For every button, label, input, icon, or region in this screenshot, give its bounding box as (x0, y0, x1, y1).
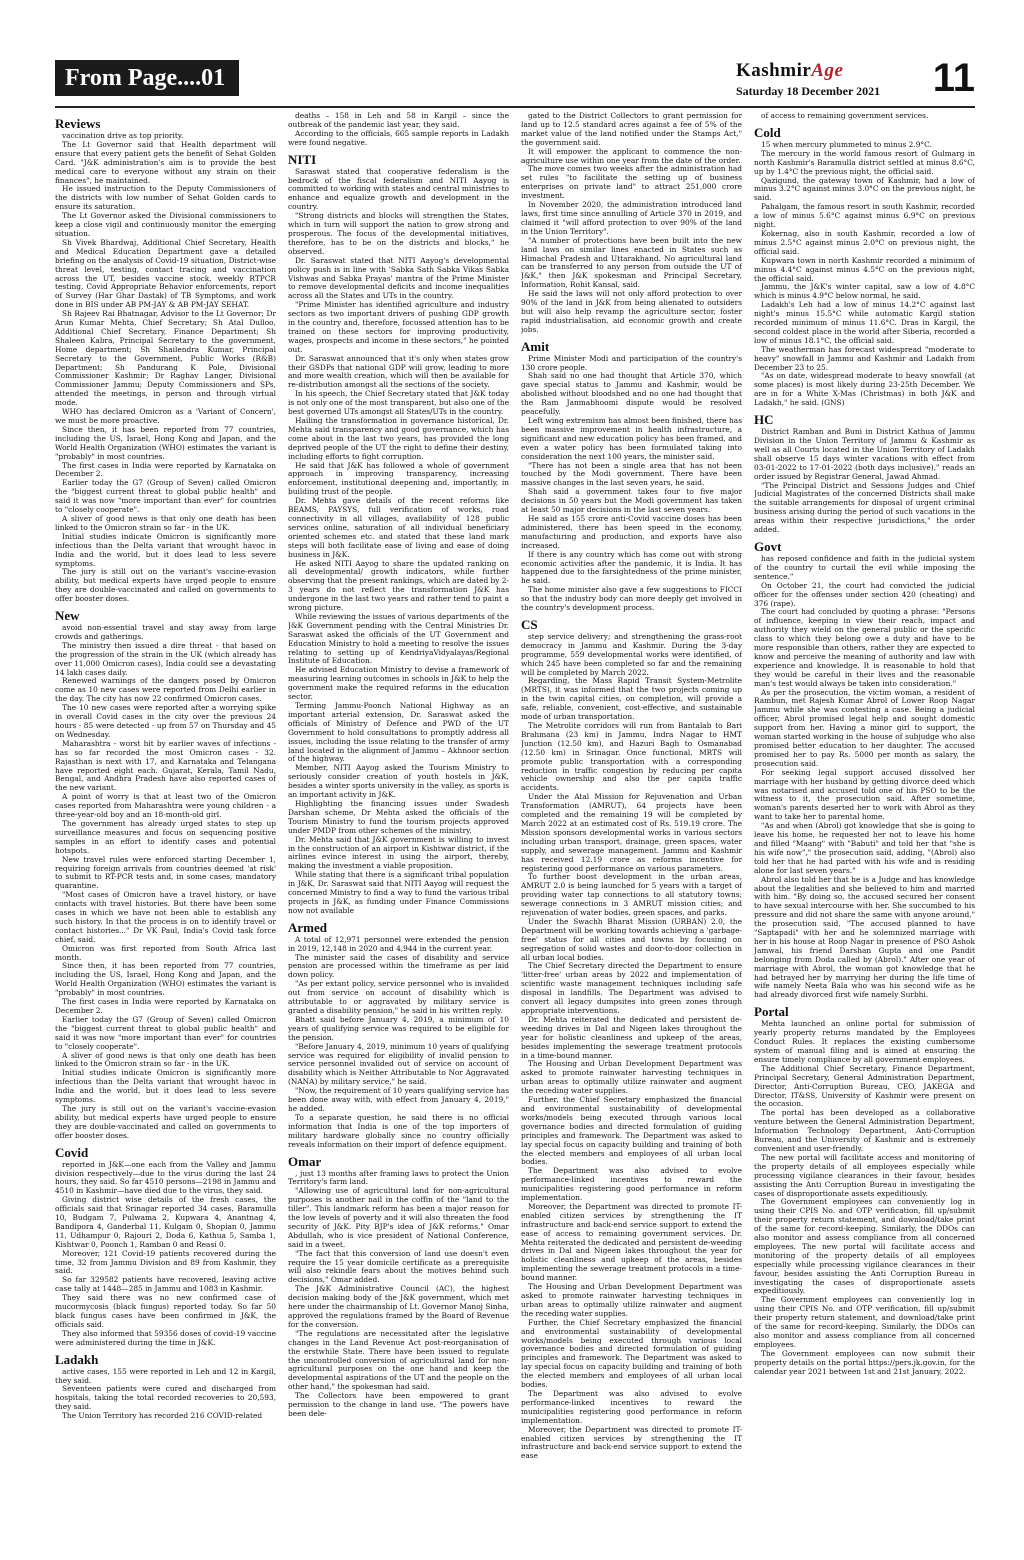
article-paragraph: The portal has been developed as a collaborative venture between the General Administration Department, Information Technology Department, Anti-Corruption Bureau, and the University of Kashmir and is extremely convenient and user-friendly. (754, 1108, 975, 1153)
article-paragraph: The jury is still out on the variant's vaccine-evasion ability, but medical experts have urged people to ensure they are double-vaccinated and called on governments to offer booster doses. (55, 567, 276, 604)
article-paragraph: The 10 new cases were reported after a worrying spike in overall Covid cases in the city over the previous 24 hours - 85 were detected - up from 57 on Thursday and 45 on Wednesday. (55, 703, 276, 739)
article-paragraph: Regarding, the Mass Rapid Transit System-Metrolite (MRTS), it was informed that the two projects coming up in the twin capital cities, on completion, will provide a safe, reliable, convenient, cost-effective, and sustainable mode of urban transportation. (521, 676, 742, 722)
article-paragraph: Moreover, 121 Covid-19 patients recovered during the time, 32 from Jammu Division and 89 from Kashmir, they said. (55, 1248, 276, 1276)
article-paragraph: Initial studies indicate Omicron is significantly more infectious than the Delta variant that wrought havoc in India and the world, but it does lead to less severe symptoms. (55, 1068, 276, 1105)
article-heading: CS (521, 616, 538, 632)
article-paragraph: The move comes two weeks after the administration had set rules "to facilitate the setting up of business enterprises on private land" to attract 251,000 crore investment. (521, 164, 742, 201)
article-paragraph: The Additional Chief Secretary, Finance Department, Principal Secretary, General Administration Department, Director, Anti-Corruption Bureau, CEO, JAKEGA and Director, IT&SS, University of Kashmir were present on the occasion. (754, 1063, 975, 1109)
article-paragraph: If there is any country which has come out with strong economic activities after the pandemic, it is India. It has happened due to the farsightedness of the prime minister, he said. (521, 549, 742, 586)
article-paragraph: "Strong districts and blocks will strengthen the States, which in turn will support the nation to grow strong and prosperous. The focus of the developmental initiatives, therefore, has to be on the districts and blocks," he observed. (288, 211, 509, 256)
article-paragraph: "Most cases of Omicron have a travel history, or have contacts with travel histories. But there have been some cases in which we have not been able to establish any such history. In that the process is on to identify travel or contact histories..." Dr VK Paul, India's Covid task force chief, said. (55, 890, 276, 944)
column-1 (55, 112, 276, 1552)
article-paragraph: The first cases in India were reported by Karnataka on December 2. (55, 997, 276, 1015)
article-heading: Covid (55, 1144, 89, 1160)
issue-date: Saturday 18 December 2021 (736, 84, 881, 98)
article-paragraph: 15 when mercury plummeted to minus 2.9°C. (761, 139, 932, 149)
article-paragraph: Moreover, the Department was directed to promote IT-enabled citizen services by strengthening the IT infrastructure and back-end service support to extend the ease (521, 1424, 742, 1461)
article-paragraph: The court had concluded by quoting a phrase: "Persons of influence, keeping in view their reach, impact and authority they wield on the general public or the specific class to which they belong owe a duty and have to be more responsible than others, rather they are expected to know and perceive the meaning of authority and law with experience and knowledge. It is reasonable to hold that they would be careful in their lives and the reasonable man's test would always be taken into consideration." (754, 607, 975, 688)
article-paragraph: According to the officials, 665 sample reports in Ladakh were found negative. (288, 128, 509, 147)
article-paragraph: The Lt Governor asked the Divisional commissioners to keep a close vigil and continuously monitor the emerging situation. (55, 211, 276, 238)
article-paragraph: "A number of protections have been built into the new land laws on similar lines enacted in States such as Himachal Pradesh and Uttarakhand. No agricultural land can be transferred to any person from outside the UT of J&K," then J&K spokesman and Principal Secretary, Information, Rohit Kansal, said. (521, 235, 742, 290)
article-paragraph: Left wing extremism has almost been finished, there has been massive improvement in health infrastructure, a significant and new education policy has been framed, and even a water policy has been formulated taking into consideration the next 100 years, the minister said. (521, 416, 742, 461)
article-paragraph: He asked NITI Aayog to share the updated ranking on all developmental/ growth indicators, while further observing that the present rankings, which are dated by 2-3 years do not reflect the transformation J&K has undergone in the last two years and rather tend to paint a wrong picture. (288, 558, 509, 613)
article-paragraph: "Before January 4, 2019, minimum 10 years of qualifying service was required for eligibility of invalid pension to service personnel invalided out of service on account of disability which is Neither Attributable to Nor Aggravated (NANA) by military service," he said. (288, 1041, 509, 1087)
article-paragraph: A sliver of good news is that only one death has been linked to the Omicron strain so far - in the UK. (55, 1050, 276, 1069)
article-paragraph: The J&K Administrative Council (AC), the highest decision making body of the J&K government, which met here under the chairmanship of Lt. Governor Manoj Sinha, approved the regulations framed by the Board of Revenue for the conversion. (288, 1284, 509, 1329)
article-heading: Armed (288, 919, 327, 935)
article-paragraph: Prime Minister Modi and participation of the country's 130 crore people. (521, 353, 742, 372)
article-paragraph: A point of worry is that at least two of the Omicron cases reported from Maharashtra were young children - a three-year-old boy and an 18-month-old girl. (55, 792, 276, 820)
article-paragraph: Maharashtra - worst hit by earlier waves of infections - has so far recorded the most Omicron cases - 32. Rajasthan is next with 17, and Karnataka and Telangana have reported eight each. Gujarat, Kerala, Tamil Nadu, Bengal, and Andhra Pradesh have also reported cases of the new variant. (55, 738, 276, 793)
article-paragraph: "As on date, widespread moderate to heavy snowfall (at some places) is most likely during 23-25th December. We are in for a White X-Mas (Christmas) in both J&K and Ladakh," he said. (GNS) (754, 371, 975, 408)
article-paragraph: Moreover, the Department was directed to promote IT-enabled citizen services by strengthening the IT infrastructure and back-end service support to extend the ease of access to remaining government services. Dr. Mehta reiterated the dedicated and persistent de-weeding drives in Dal and Nigeen lakes throughout the year for holistic cleanliness and upkeep of the areas, besides implementing the sewerage treatment protocols in a time-bound manner. (521, 1201, 742, 1283)
article-paragraph: Earlier today the G7 (Group of Seven) called Omicron the "biggest current threat to global public health" and said it was now "more important than ever" for countries to "closely cooperate". (55, 478, 276, 515)
article-paragraph: Further, the Chief Secretary emphasized the financial and environmental sustainability of developmental works/models being executed through various local governance bodies and directed formulation of guiding principles and framework. The Department was asked to lay special focus on capacity building and training of both the elected members and employees of all urban local bodies. (521, 1095, 742, 1167)
article-paragraph: The Government employees can conveniently log in using their CPIS No. and OTP verification, fill up/submit their property return statement, and download/take print of the same for record-keeping. Similarly, the DDOs can also monitor and assess compliance from all concerned employees. The new portal will facilitate access and monitoring of the property details of all employees especially while processing vigilance clearances in their favour, besides assisting the Anti Corruption Bureau in investigating the cases of disproportionate assets expeditiously. (754, 1197, 975, 1296)
article-paragraph: Omicron was first reported from South Africa last month. (55, 943, 276, 962)
article-paragraph: "As and when (Abrol) got knowledge that she is going to leave his home, he requested her not to leave his home and filled "Maang" with "Babuti" and told her that "she is his wife now"," the prosecution said, adding, "(Abrol) also told her that he had parted with his wife and is residing alone for last seven years." (754, 821, 975, 875)
article-paragraph: Ladakh's Leh had a low of minus 14.2°C against last night's minus 15.5°C while automatic Kargil station recorded minimum of minus 11.6°C. Dras in Kargil, the second coldest place in the world after Siberia, recorded a low of minus 18.1°C, the official said. (754, 300, 975, 345)
page-number: 11 (932, 56, 975, 100)
article-paragraph: The Union Territory has recorded 216 COVID-related (62, 1411, 263, 1421)
article-paragraph: WHO has declared Omicron as a 'Variant of Concern', we must be more proactive. (55, 407, 276, 425)
article-paragraph: Under the Swachh Bharat Mission (URBAN) 2.0, the Department will be working towards achieving a 'garbage-free' status for all cities and towns by focusing on segregation of solid wastes and door-to-door collection in all urban local bodies. (521, 916, 742, 962)
article-paragraph: The Housing and Urban Development Department was asked to promote rainwater harvesting techniques in urban areas to optimally utilize rainwater and augment the receding water supplies. (521, 1059, 742, 1096)
article-paragraph: They said there was no new confirmed case of mucormycosis (black fungus) reported today. So far 50 black fungus cases have been confirmed in J&K, the officials said. (55, 1293, 276, 1329)
article-paragraph: Initial studies indicate Omicron is significantly more infectious than the Delta variant that wrought havoc in India and the world, but it does lead to less severe symptoms. (55, 531, 276, 568)
article-paragraph: Saraswat stated that cooperative federalism is the bedrock of the fiscal federalism and NITI Aayog is committed to working with states and central ministries to enhance and equalize growth and development in the country. (288, 166, 509, 212)
article-heading: HC (754, 412, 774, 428)
article-heading: Ladakh (55, 1351, 99, 1367)
article-paragraph: They also informed that 59356 doses of covid-19 vaccine were administered during the time in J&K. (55, 1328, 276, 1347)
article-paragraph: Mehta launched an online portal for submission of yearly property returns mandated by the Employees Conduct Rules. It replaces the existing cumbersome system of manual filing and is aimed at ensuring the ensure timely compliance by all government employees. (754, 1019, 975, 1064)
article-paragraph: "The regulations are necessitated after the legislative changes in the Land Revenue Act post-reorganisation of the erstwhile State. There have been issued to regulate the uncontrolled conversion of agricultural land for non-agricultural purposes on the one hand and keep the developmental aspirations of the UT and the people on the other hand," the spokesman had said. (288, 1328, 509, 1392)
article-paragraph: The Chief Secretary directed the Department to ensure 'litter-free' urban areas by 2022 and implementation of scientific waste management techniques including safe disposal in landfills. The Department was advised to convert all legacy dumpsites into green zones through appropriate interventions. (521, 961, 742, 1015)
article-paragraph: reported in J&K—one each from the Valley and Jammu division respectively—due to the virus during the last 24 hours, they said. So far 4510 persons—2198 in Jammu and 4510 in Kashmir—have died due to the virus, they said. (55, 1159, 276, 1196)
page-header (55, 56, 975, 102)
article-heading: NITI (288, 151, 317, 167)
brand-age: Age (811, 60, 844, 81)
article-paragraph: Shah said a government takes four to five major decisions in 50 years but the Modi government has taken at least 50 major decisions in the last seven years. (521, 487, 742, 515)
article-paragraph: While stating that there is a significant tribal population in J&K, Dr. Saraswat said that NITI Aayog will request the concerned Ministry to find a way to fund the various tribal projects in J&K, as funding under Finance Commissions now not available (288, 870, 509, 915)
brand-logo (736, 60, 880, 82)
article-paragraph: In his speech, the Chief Secretary stated that J&K today is not only one of the most transparent, but also one of the best governed UTs amongst all States/UTs in the country. (288, 389, 509, 417)
article-paragraph: While reviewing the issues of various departments of the J&K Government pending with the Central Ministries Dr. Saraswat asked the officials of the UT Government and Education Ministry to hold a meeting to resolve the issues relating to setting up of KendriyaVidyalayas/Regional Institute of Education. (288, 611, 509, 666)
article-paragraph: The Metrolite corridors will run from Bantalab to Bari Brahmana (23 km) in Jammu, Indra Nagar to HMT Junction (12.50 km), and Hazuri Bagh to Osmanabad (12.50 km) in Srinagar. Once functional, MRTS will promote public transportation with a corresponding reduction in traffic congestion by reducing per capita vehicle ownership and also the per capita traffic accidents. (521, 721, 742, 793)
column-2 (288, 112, 509, 1552)
article-paragraph: So far 329582 patients have recovered, leaving active case tally at 1448—285 in Jammu and 1083 in Kashmir. (55, 1275, 276, 1294)
column-4 (754, 112, 975, 1552)
article-paragraph: Dr. Saraswat announced that it's only when states grow their GSDPs that national GDP will grow, leading to more and more wealth creation, which will then be available for re-distribution amongst all the sections of the society. (288, 353, 509, 390)
article-paragraph: The weatherman has forecast widespread "moderate to heavy" snowfall in Jammu and Kashmir and Ladakh from December 23 to 25. (754, 344, 975, 372)
article-paragraph: Dr. Saraswat stated that NITI Aayog's developmental policy push is in line with 'Sabka Sath Sabka Vikas Sabka Vishwas and Sabka Prayas' mantra of the Prime Minister to remove developmental deficits and income inequalities across all the States and UTs in the country. (288, 255, 509, 301)
article-paragraph: Earlier today the G7 (Group of Seven) called Omicron the "biggest current threat to global public health" and said it was now "more important than ever" for countries to "closely cooperate". (55, 1014, 276, 1051)
article-paragraph: In November 2020, the administration introduced land laws, first time since annulling of Article 370 in 2019, and claimed it "will afford protection to over 90% of the land in the Union Territory". (521, 200, 742, 236)
article-paragraph: Sh Rajeev Rai Bhatnagar, Advisor to the Lt Governor; Dr Arun Kumar Mehta, Chief Secretary; Sh Atal Dulloo, Additional Chief Secretary, Finance Department; Sh Shaleen Kabra, Principal Secretary to the government, Home department; Sh Shailendra Kumar, Principal Secretary to the Government, Public Works (R&B) Department; Sh Pandurang K Pole, Divisional Commissioner Kashmir; Dr Raghav Langer, Divisional Commissioner Jammu; Deputy Commissioners and SPs, attended the meetings, in person and through virtual mode. (55, 309, 276, 408)
article-paragraph: The new portal will facilitate access and monitoring of the property details of all employees especially while processing vigilance clearances in their favour, besides assisting the Anti Corruption Bureau in investigating the cases of disproportionate assets expeditiously. (754, 1152, 975, 1198)
article-paragraph: He issued instruction to the Deputy Commissioners of the districts with low number of Sehat Golden cards to ensure its saturation. (55, 184, 276, 212)
article-paragraph: Terming Jammu-Poonch National Highway as an important arterial extension, Dr. Saraswat asked the officials of Ministry of Defence and PWD of the UT Government to hold consultations to promptly address all issues, including the issue relating to the transfer of army land located in the alignment of Jammu – Akhnoor section of the highway. (288, 701, 509, 764)
article-paragraph: , just 13 months after framing laws to protect the Union Territory's farm land. (288, 1168, 509, 1187)
article-paragraph: "Now, the requirement of 10 years qualifying service has been done away with, with effect from January 4, 2019," he added. (288, 1086, 509, 1113)
article-paragraph: To further boost development in the urban areas, AMRUT 2.0 is being launched for 5 years with a target of providing water tap connections to all statutory towns; sewerage connections in 3 AMRUT mission cities; and rejuvenation of water bodies, green spaces, and parks. (521, 872, 742, 918)
article-paragraph: It will empower the applicant to commence the non-agriculture use within one year from the date of the order. (521, 146, 742, 165)
article-paragraph: Seventeen patients were cured and discharged from hospitals, taking the total recorded recoveries to 20,593, they said. (55, 1384, 276, 1412)
article-paragraph: Qazigund, the gateway town of Kashmir, had a low of minus 3.2°C against minus 3.0°C on the previous night, he said. (754, 175, 975, 203)
article-paragraph: Abrol also told her that he is a Judge and has knowledge about the legalities and she believed to him and married with him. "By doing so, the accused secured her consent to have sexual intercourse with her. She succumbed to his pressure and did not share the same with anyone around," the prosecution said, "The accused planned to have "Saptapadi" with her and he solemnized marriage with her in his house at Roop Nagar in presence of PSO Ashok Jamwal, his friend Darshan Gupta and one Pandit belonging from Doda called by (Abrol)." After one year of marriage with Abrol, the woman got knowledge that he had betrayed her by marrying her during the life time of wife namely Neeta Bala who was his second wife as he had already divorced first wife namely Surbhi. (754, 874, 975, 1000)
article-paragraph: Dr. Mehta said that J&K government is willing to invest in the construction of an airport in Kishtwar district, if the airlines evince interest in using the airport, thereby, making the investment a viable proposition. (288, 834, 509, 871)
masthead (736, 60, 880, 99)
article-paragraph: To a separate question, he said there is no official information that India is one of the top importers of military hardware globally since no country officially reveals information on their import of defence equipment. (288, 1112, 509, 1149)
article-paragraph: Kokernag, also in south Kashmir, recorded a low of minus 2.5°C against minus 2.0°C on previous night, the official said. (754, 228, 975, 256)
article-paragraph: The home minister also gave a few suggestions to FICCI so that the industry body can more deeply get involved in the country's development process. (521, 585, 742, 613)
article-paragraph: The minister said the cases of disability and service pension are processed within the timeframe as per laid down policy. (288, 952, 509, 980)
article-heading: Govt (754, 538, 782, 554)
article-paragraph: Further, the Chief Secretary emphasized the financial and environmental sustainability of developmental works/models being executed through various local governance bodies and directed formulation of guiding principles and framework. The Department was asked to lay special focus on capacity building and training of both the elected members and employees of all urban local bodies. (521, 1317, 742, 1390)
article-paragraph: The Housing and Urban Development Department was asked to promote rainwater harvesting techniques in urban areas to optimally utilize rainwater and augment the receding water supplies. (521, 1282, 742, 1318)
article-paragraph: He said the laws will not only afford protection to over 90% of the land in J&K from being alienated to outsiders but will also help revamp the agriculture sector, foster rapid industrialisation, aid economic growth and create jobs. (521, 289, 742, 334)
article-paragraph: Bhatt said before January 4, 2019, a minimum of 10 years of qualifying service was required to be eligible for the pension. (288, 1014, 509, 1042)
article-paragraph: Member, NITI Aayog asked the Tourism Ministry to seriously consider creation of youth hostels in J&K, besides a winter sports university in the valley, as sports is an important activity in J&K. (288, 763, 509, 800)
article-paragraph: step service delivery; and strengthening the grass-root democracy in Jammu and Kashmir. During the 3-day programme, 559 developmental works were identified, of which 245 have been completed so far and the remaining will be completed by March 2022. (521, 631, 742, 677)
article-paragraph: "The Principal District and Sessions Judges and Chief Judicial Magistrates of the concerned Districts shall make the suitable arrangements for disposal of urgent criminal business arising during the period of such vacations in the areas within their respective jurisdictions," the order added. (754, 480, 975, 535)
article-paragraph: A sliver of good news is that only one death has been linked to the Omicron strain so far - in the UK. (55, 513, 276, 532)
article-paragraph: Giving district wise details of the fresh cases, the officials said that Srinagar reported 34 cases, Baramulla 10, Budgam 7, Pulwama 2, Kupwara 4, Anantnag 4, Bandipora 4, Ganderbal 11, Kulgam 0, Shopian 0, Jammu 11, Udhampur 0, Rajouri 2, Doda 6, Kathua 5, Samba 1, Kishtwar 0, Poonch 1, Ramban 0 and Reasi 0. (55, 1195, 276, 1249)
article-paragraph: Hailing the transformation in governance historical, Dr. Mehta said transparency and good governance, which has come about in the last two years, has provided the long deprived people of the UT the right to define their destiny, including efforts to fight corruption. (288, 416, 509, 461)
article-paragraph: District Ramban and Buni in District Kathua of Jammu Division in the Union Territory of Jammu & Kashmir as well as all Courts located in the Union Territory of Ladakh shall observe 15 days winter vacations with effect from 03-01-2022 to 17-01-2022 (both days inclusive)," reads an order issued by Registrar General, Jawad Ahmad. (754, 427, 975, 481)
article-paragraph: "There has not been a single area that has not been touched by the Modi government. There have been massive changes in the last seven years, he said. (521, 460, 742, 488)
article-paragraph: Since then, it has been reported from 77 countries, including the US, Israel, Hong Kong and Japan, and the World Health Organization (WHO) estimates the variant is "probably" in most countries. (55, 424, 276, 461)
article-paragraph: The Government employees can now submit their property details on the portal https://pers.jk.gov.in, for the calendar year 2021 between 1st and 21st January, 2022. (754, 1348, 975, 1376)
article-paragraph: The Department was also advised to evolve performance-linked incentives to reward the municipalities registering good performance in reform implementation. (521, 1388, 742, 1425)
article-heading: Omar (288, 1153, 322, 1169)
article-paragraph: The government has already urged states to step up surveillance measures and focus on sequencing positive samples in an effort to identify cases and potential hotspots. (55, 818, 276, 855)
article-paragraph: Dr. Mehta gave details of the recent reforms like BEAMS, PAYSYS, full verification of works, road connectivity in all villages, availability of 128 public services online, saturation of all individual beneficiary oriented schemes etc. and stated that these land mark steps will both facilitate ease of living and ease of doing business in J&K. (288, 496, 509, 559)
article-paragraph: As per the prosecution, the victim woman, a resident of Rambun, met Rajesh Kumar Abrol of Lower Roop Nagar Jammu while she was contesting a case. Being a judicial officer, Abrol promised legal help and sought domestic support from her. Having a minor girl to support, the woman started working in the house of subjudge who also promised better education to her daughter. The accused promised her to pay Rs. 5000 per month as salary, the prosecution said. (754, 687, 975, 768)
article-paragraph: He said as 155 crore anti-Covid vaccine doses has been administered, there has been speed in the economy, manufacturing and production, and exports have also increased. (521, 513, 742, 550)
header-divider (55, 106, 975, 108)
article-paragraph: The jury is still out on the variant's vaccine-evasion ability, but medical experts have urged people to ensure they are double-vaccinated and called on governments to offer booster doses. (55, 1103, 276, 1140)
article-paragraph: "Prime Minister has identified agriculture and industry sectors as two important drivers of pushing GDP growth in the country and, therefore, focussed attention has to be trained on these sectors for improving productivity, wages, prospects and income in these sectors," he pointed out. (288, 300, 509, 354)
article-paragraph: "Allowing use of agricultural land for non-agricultural purposes is another nail in the coffin of the "land to the tiller". This landmark reform has been a major reason for the low levels of poverty and it will also threaten the food security of J&K. Pity BJP's idea of J&K reforms," Omar Abdullah, who is vice president of National Conference, said in a tweet. (288, 1186, 509, 1249)
article-paragraph: Since then, it has been reported from 77 countries, including the US, Israel, Hong Kong and Japan, and the World Health Organization (WHO) estimates the variant is "probably" in most countries. (55, 961, 276, 998)
article-heading: Portal (754, 1004, 789, 1020)
article-paragraph: He advised Education Ministry to devise a framework of measuring learning outcomes in schools in J&K to help the government make the required reforms in the education sector. (288, 665, 509, 702)
article-paragraph: The mercury in the world famous resort of Gulmarg in north Kashmir's Baramulla district settled at minus 8.6°C, up by 1.4°C the previous night, the official said. (754, 148, 975, 176)
article-paragraph: The Collectors have been empowered to grant permission to the change in land use. "The powers have been dele- (288, 1391, 509, 1418)
article-paragraph: deaths – 158 in Leh and 58 in Kargil – since the outbreak of the pandemic last year, they said. (288, 112, 509, 129)
article-paragraph: Shah said no one had thought that Article 370, which gave special status to Jammu and Kashmir, would be abolished without bloodshed and no one had thought that the Ram Janmabhoomi dispute would be resolved peacefully. (521, 371, 742, 417)
article-heading: Cold (754, 124, 781, 140)
article-paragraph: He said that J&K has followed a whole of government approach in improving transparency, increasing enforcement, institutional deepening and, importantly, in building trust of the people. (288, 460, 509, 497)
article-paragraph: avoid non-essential travel and stay away from large crowds and gatherings. (55, 623, 276, 641)
article-paragraph: vaccination drive as top priority. (62, 131, 184, 140)
article-paragraph: A total of 12,971 personnel were extended the pension in 2019, 12,148 in 2020 and 4,944 in the current year. (288, 934, 509, 953)
article-paragraph: has reposed confidence and faith in the judicial system of the country to curtail the evil while imposing the sentence." (754, 553, 975, 581)
article-paragraph: active cases, 155 were reported in Leh and 12 in Kargil, they said. (55, 1366, 276, 1385)
article-heading: Reviews (55, 116, 101, 131)
article-paragraph: The ministry then issued a dire threat - that based on the progression of the strain in the UK (which already has over 11,000 Omicron cases), India could see a devastating 14 lakh cases daily. (55, 640, 276, 677)
article-paragraph: New travel rules were enforced starting December 1, requiring foreign arrivals from countries deemed 'at risk' to submit to RT-PCR tests and, in some cases, mandatory quarantine. (55, 854, 276, 891)
article-paragraph: The first cases in India were reported by Karnataka on December 2. (55, 460, 276, 479)
article-paragraph: Highlighting the financing issues under Swadesh Darshan scheme, Dr Mehta asked the officials of the Tourism Ministry to fund the tourism projects approved under PMDP from other schemes of the ministry. (288, 798, 509, 835)
article-heading: Amit (521, 338, 550, 354)
article-heading: New (55, 608, 80, 624)
article-paragraph: The Lt Governor said that Health department will ensure that every patient gets the benefit of Sehat Golden Card. "J&K administration's aim is to provide the best medical care to everyone without any strain on their finances", he maintained. (55, 139, 276, 185)
article-paragraph: The Government employees can conveniently log in using their CPIS No. and OTP verification, fill up/submit their property return statement, and download/take print of the same for record-keeping. Similarly, the DDOs can also monitor and assess compliance from all concerned employees. (754, 1295, 975, 1349)
article-paragraph: of access to remaining government services. (761, 112, 929, 120)
section-title: From Page....01 (55, 60, 239, 96)
article-columns (55, 112, 975, 1552)
column-3 (521, 112, 742, 1552)
article-paragraph: The Department was also advised to evolve performance-linked incentives to reward the municipalities registering good performance in reform implementation. (521, 1166, 742, 1203)
article-paragraph: Pahalgam, the famous resort in south Kashmir, recorded a low of minus 5.6°C against minus 6.9°C on previous night. (754, 202, 975, 230)
brand-kashmir: Kashmir (736, 60, 812, 81)
article-paragraph: "The fact that this conversion of land use doesn't even require the 15 year domicile certificate as a prerequisite will also rekindle fears about the motives behind such decisions," Omar added. (288, 1248, 509, 1285)
article-paragraph: Renewed warnings of the dangers posed by Omicron come as 10 new cases were reported from Delhi earlier in the day. The city has now 22 confirmed Omicron cases. (55, 676, 276, 704)
article-paragraph: On October 21, the court had convicted the judicial officer for the offenses under section 420 (cheating) and 376 (rape). (754, 580, 975, 608)
article-paragraph: Sh Vivek Bhardwaj, Additional Chief Secretary, Health and Medical Education Department gave a detailed briefing on the analysis of Covid-19 situation, District-wise threat level, testing, contact tracing and vaccination across the UT, besides vaccine stock, weekly RTPCR testing, Covid Appropriate Behavior enforcements, report of Survey (Har Ghar Dastak) of TB Symptoms, and work done in BIS under AB PM-JAY & AB PM-JAY SEHAT. (55, 237, 276, 310)
article-paragraph: For seeking legal support accused dissolved her marriage with her husband by getting divorce deed which was notarised and accused told one of his PSO to be the witness to it, the prosecution said. After sometime, woman's parents deserted her to work with Abrol as they want to take her to parental home. (754, 767, 975, 822)
article-paragraph: Under the Atal Mission for Rejuvenation and Urban Transformation (AMRUT), 64 projects have been completed and the remaining 19 will be completed by March 2022 at an estimated cost of Rs. 519.19 crore. The Mission sponsors developmental works in various sectors including urban transport, drainage, green spaces, water supply, and sewerage management. Jammu and Kashmir has received 12.19 crore as reforms incentive for registering good performance on various parameters. (521, 792, 742, 873)
article-paragraph: Jammu, the J&K's winter capital, saw a low of 4.8°C which is minus 4.9°C below normal, he said. (754, 282, 975, 301)
article-paragraph: Kupwara town in north Kashmir recorded a minimum of minus 4.4°C against minus 4.5°C on the previous night, the official said. (754, 255, 975, 283)
article-paragraph: "As per extant policy, service personnel who is invalided out from service on account of disability which is attributable to or aggravated by military service is granted a disability pension," he said in his written reply. (288, 979, 509, 1015)
article-paragraph: gated to the District Collectors to grant permission for land up to 12.5 standard acres against a fee of 5% of the market value of the land notified under the Stamps Act," the government said. (521, 112, 742, 147)
article-paragraph: Dr. Mehta reiterated the dedicated and persistent de-weeding drives in Dal and Nigeen lakes throughout the year for holistic cleanliness and upkeep of the areas, besides implementing the sewerage treatment protocols in a time-bound manner. (521, 1014, 742, 1060)
